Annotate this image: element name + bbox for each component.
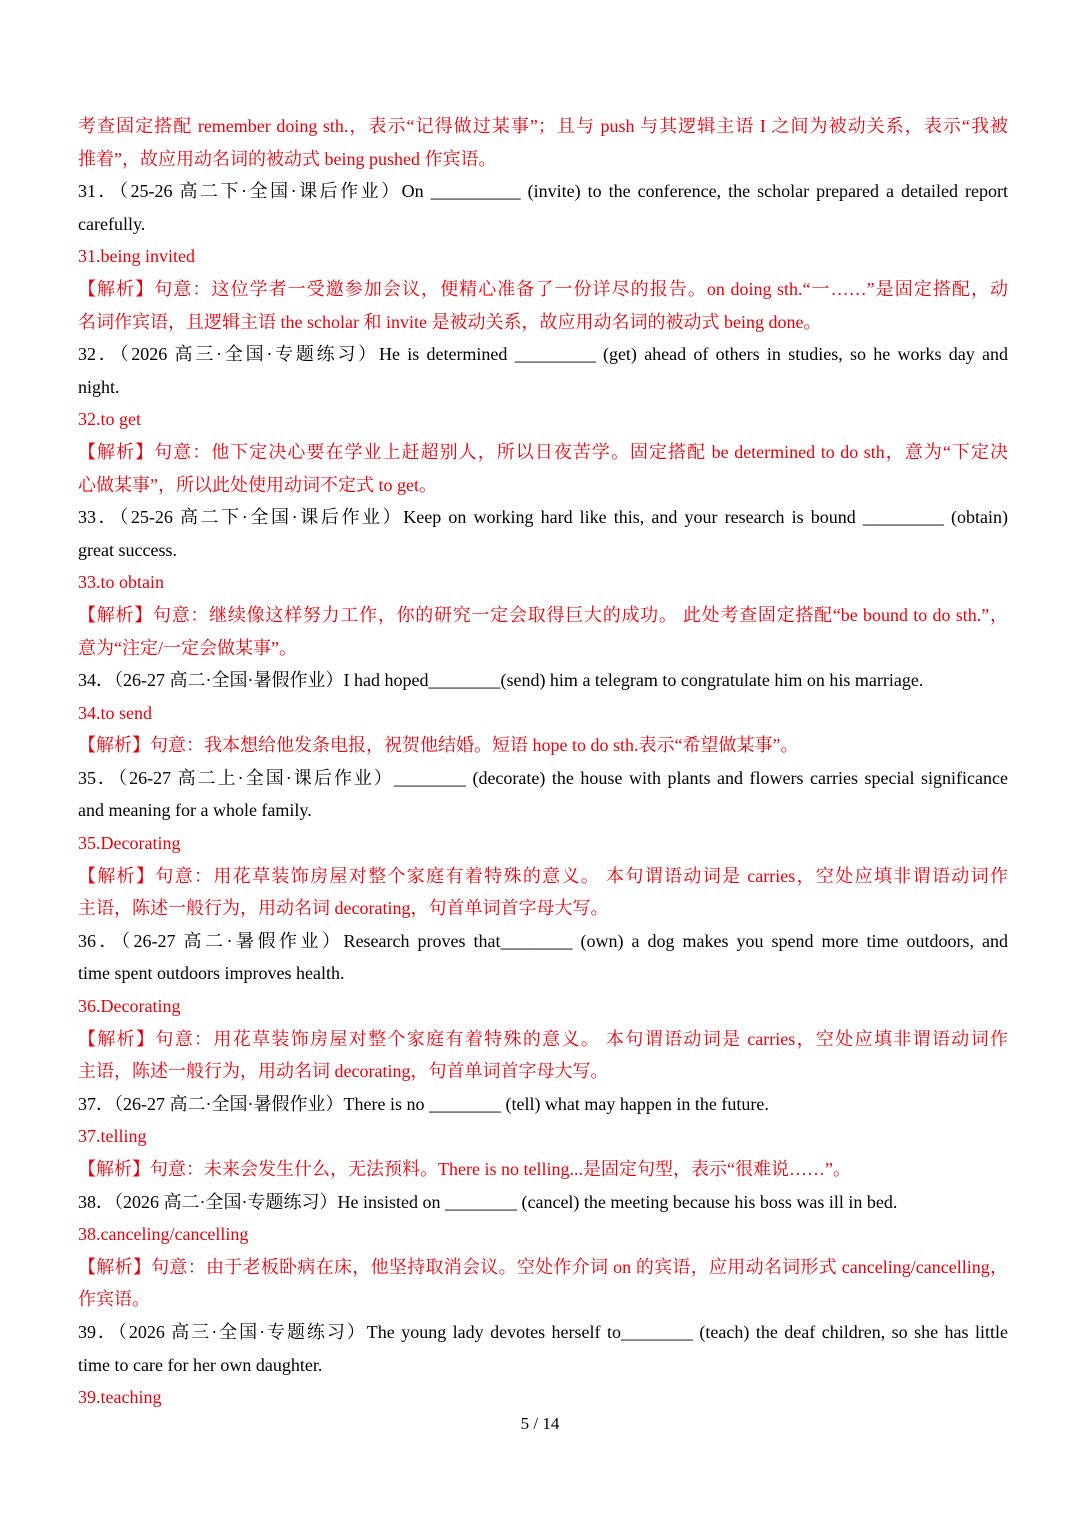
answer-line: 【解析】句意：这位学者一受邀参加会议，便精心准备了一份详尽的报告。on doing sth.“一……”是固定搭配，动 (78, 278, 1008, 299)
answer-line: 【解析】句意：继续像这样努力工作，你的研究一定会取得巨大的成功。 此处考查固定搭配“be bound to do sth.”， (78, 604, 1008, 625)
answer-line: 主语，陈述一般行为，用动名词 decorating，句首单词首字母大写。 (78, 1061, 609, 1082)
question-line: 33．（25-26 高二下·全国·课后作业）Keep on working hard like this, and your research is bound _________ (obtain) (78, 507, 1008, 528)
answer-line: 39.teaching (78, 1387, 162, 1408)
answer-line: 意为“注定/一定会做某事”。 (78, 637, 297, 658)
question-line: time to care for her own daughter. (78, 1354, 323, 1375)
answer-line: 34.to send (78, 702, 152, 723)
answer-line: 名词作宾语，且逻辑主语 the scholar 和 invite 是被动关系，故应用动名词的被动式 being done。 (78, 311, 822, 332)
answer-line: 35.Decorating (78, 833, 181, 854)
answer-line: 37.telling (78, 1126, 147, 1147)
answer-line: 【解析】句意：用花草装饰房屋对整个家庭有着特殊的意义。 本句谓语动词是 carries，空处应填非谓语动词作 (78, 1028, 1008, 1049)
answer-line: 【解析】句意：未来会发生什么，无法预料。There is no telling...是固定句型，表示“很难说……”。 (78, 1159, 851, 1179)
question-line: 36．（26-27 高二·暑假作业）Research proves that________ (own) a dog makes you spend more time outdoors, and (78, 930, 1008, 951)
answer-line: 31.being invited (78, 246, 195, 267)
answer-line: 36.Decorating (78, 996, 181, 1017)
question-line: 32．（2026 高三·全国·专题练习）He is determined _________ (get) ahead of others in studies, so he works day and (78, 344, 1008, 365)
question-line: time spent outdoors improves health. (78, 963, 345, 984)
answer-line: 作宾语。 (78, 1289, 150, 1310)
question-line: 37．（26-27 高二·全国·暑假作业）There is no ________ (tell) what may happen in the future. (78, 1093, 769, 1114)
page-number: 5 / 14 (520, 1414, 560, 1433)
question-line: 39．（2026 高三·全国·专题练习）The young lady devotes herself to________ (teach) the deaf children, so she has little (78, 1321, 1008, 1342)
answer-line: 考查固定搭配 remember doing sth.，表示“记得做过某事”；且与 push 与其逻辑主语 I 之间为被动关系，表示“我被 (78, 116, 1008, 136)
answer-line: 【解析】句意：由于老板卧病在床，他坚持取消会议。空处作介词 on 的宾语，应用动名词形式 canceling/cancelling， (78, 1256, 1008, 1277)
answer-line: 【解析】句意：用花草装饰房屋对整个家庭有着特殊的意义。 本句谓语动词是 carries，空处应填非谓语动词作 (78, 865, 1008, 886)
answer-line: 33.to obtain (78, 572, 164, 593)
answer-line: 【解析】句意：他下定决心要在学业上赶超别人，所以日夜苦学。固定搭配 be determined to do sth，意为“下定决 (78, 441, 1008, 462)
question-line: and meaning for a whole family. (78, 800, 312, 821)
question-line: night. (78, 376, 120, 397)
question-line: carefully. (78, 213, 146, 234)
answer-line: 心做某事”，所以此处使用动词不定式 to get。 (78, 474, 437, 495)
question-line: 34．（26-27 高二·全国·暑假作业）I had hoped________(send) him a telegram to congratulate him on his marriage. (78, 670, 924, 691)
question-line: great success. (78, 539, 177, 560)
question-line: 38．（2026 高二·全国·专题练习）He insisted on ________ (cancel) the meeting because his boss was ill in bed. (78, 1191, 898, 1212)
answer-line: 38.canceling/cancelling (78, 1224, 249, 1245)
answer-line: 主语，陈述一般行为，用动名词 decorating，句首单词首字母大写。 (78, 898, 609, 919)
answer-line: 推着”，故应用动名词的被动式 being pushed 作宾语。 (78, 148, 497, 169)
question-line: 35．（26-27 高二上·全国·课后作业）________ (decorate) the house with plants and flowers carries special significance (78, 767, 1008, 788)
document-body (78, 110, 1008, 1414)
answer-line: 32.to get (78, 409, 141, 430)
question-line: 31．（25-26 高二下·全国·课后作业）On __________ (invite) to the conference, the scholar prepared a detailed report (78, 181, 1008, 202)
answer-line: 【解析】句意：我本想给他发条电报，祝贺他结婚。短语 hope to do sth.表示“希望做某事”。 (78, 735, 799, 756)
